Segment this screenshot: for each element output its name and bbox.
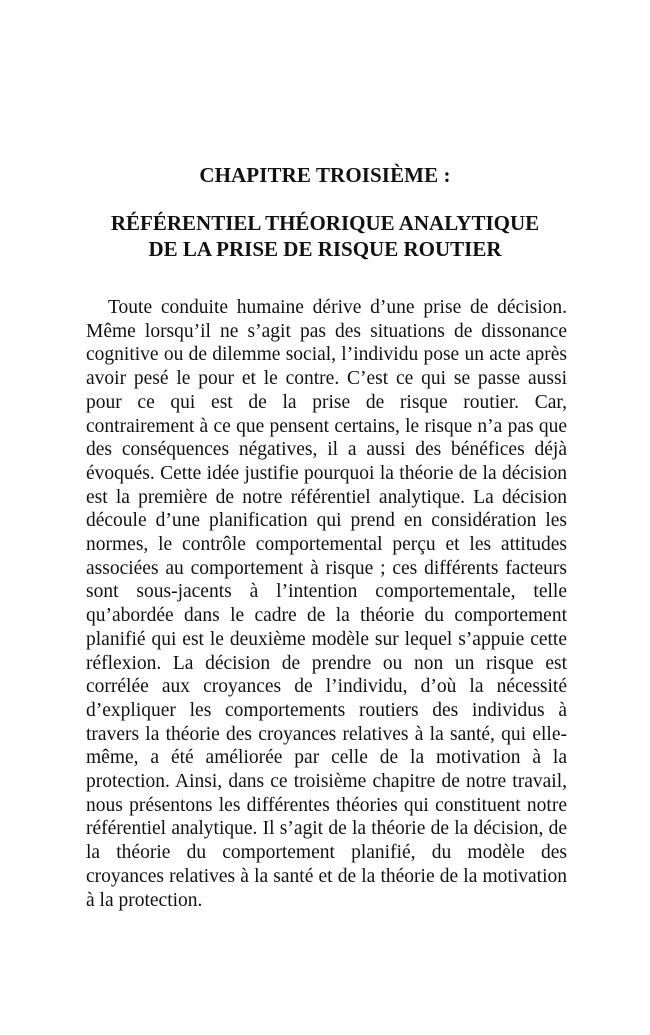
body-paragraph: Toute conduite humaine dérive d’une prise de décision. Même lorsqu’il ne s’agit pas des situations de dissonance cognitive ou de dilemme social, l’individu pose un acte après avoir pesé le pour et le contre. C’est ce qui se passe aussi pour ce qui est de la prise de risque routier. Car, contrairement à ce que pensent certains, le risque n’a pas que des conséquences négatives, il a aussi des bénéfices déjà évoqués. Cette idée justifie pourquoi la théorie de la décision est la première de notre référentiel analytique. La décision découle d’une planification qui prend en considération les normes, le contrôle comportemental perçu et les attitudes associées au comportement à risque ; ces différents facteurs sont sous-jacents à l’intention comportementale, telle qu’abordée dans le cadre de la théorie du comportement planifié qui est le deuxième modèle sur lequel s’appuie cette réflexion. La décision de prendre ou non un risque est corrélée aux croyances de l’individu, d’où la nécessité d’expliquer les comportements routiers des individus à travers la théorie des croyances relatives à la santé, qui elle-même, a été améliorée par celle de la motivation à la protection. Ainsi, dans ce troisième chapitre de notre travail, nous présentons les différentes théories qui constituent notre référentiel analytique. Il s’agit de la théorie de la décision, de la théorie du comportement planifié, du modèle des croyances relatives à la santé et de la théorie de la motivation à la protection. xyxy=(86,297,567,911)
chapter-label: CHAPITRE TROISIÈME : xyxy=(199,163,451,187)
chapter-title-line-2: DE LA PRISE DE RISQUE ROUTIER xyxy=(148,237,502,261)
chapter-title xyxy=(0,210,650,262)
chapter-title-line-1: RÉFÉRENTIEL THÉORIQUE ANALYTIQUE xyxy=(110,211,540,235)
